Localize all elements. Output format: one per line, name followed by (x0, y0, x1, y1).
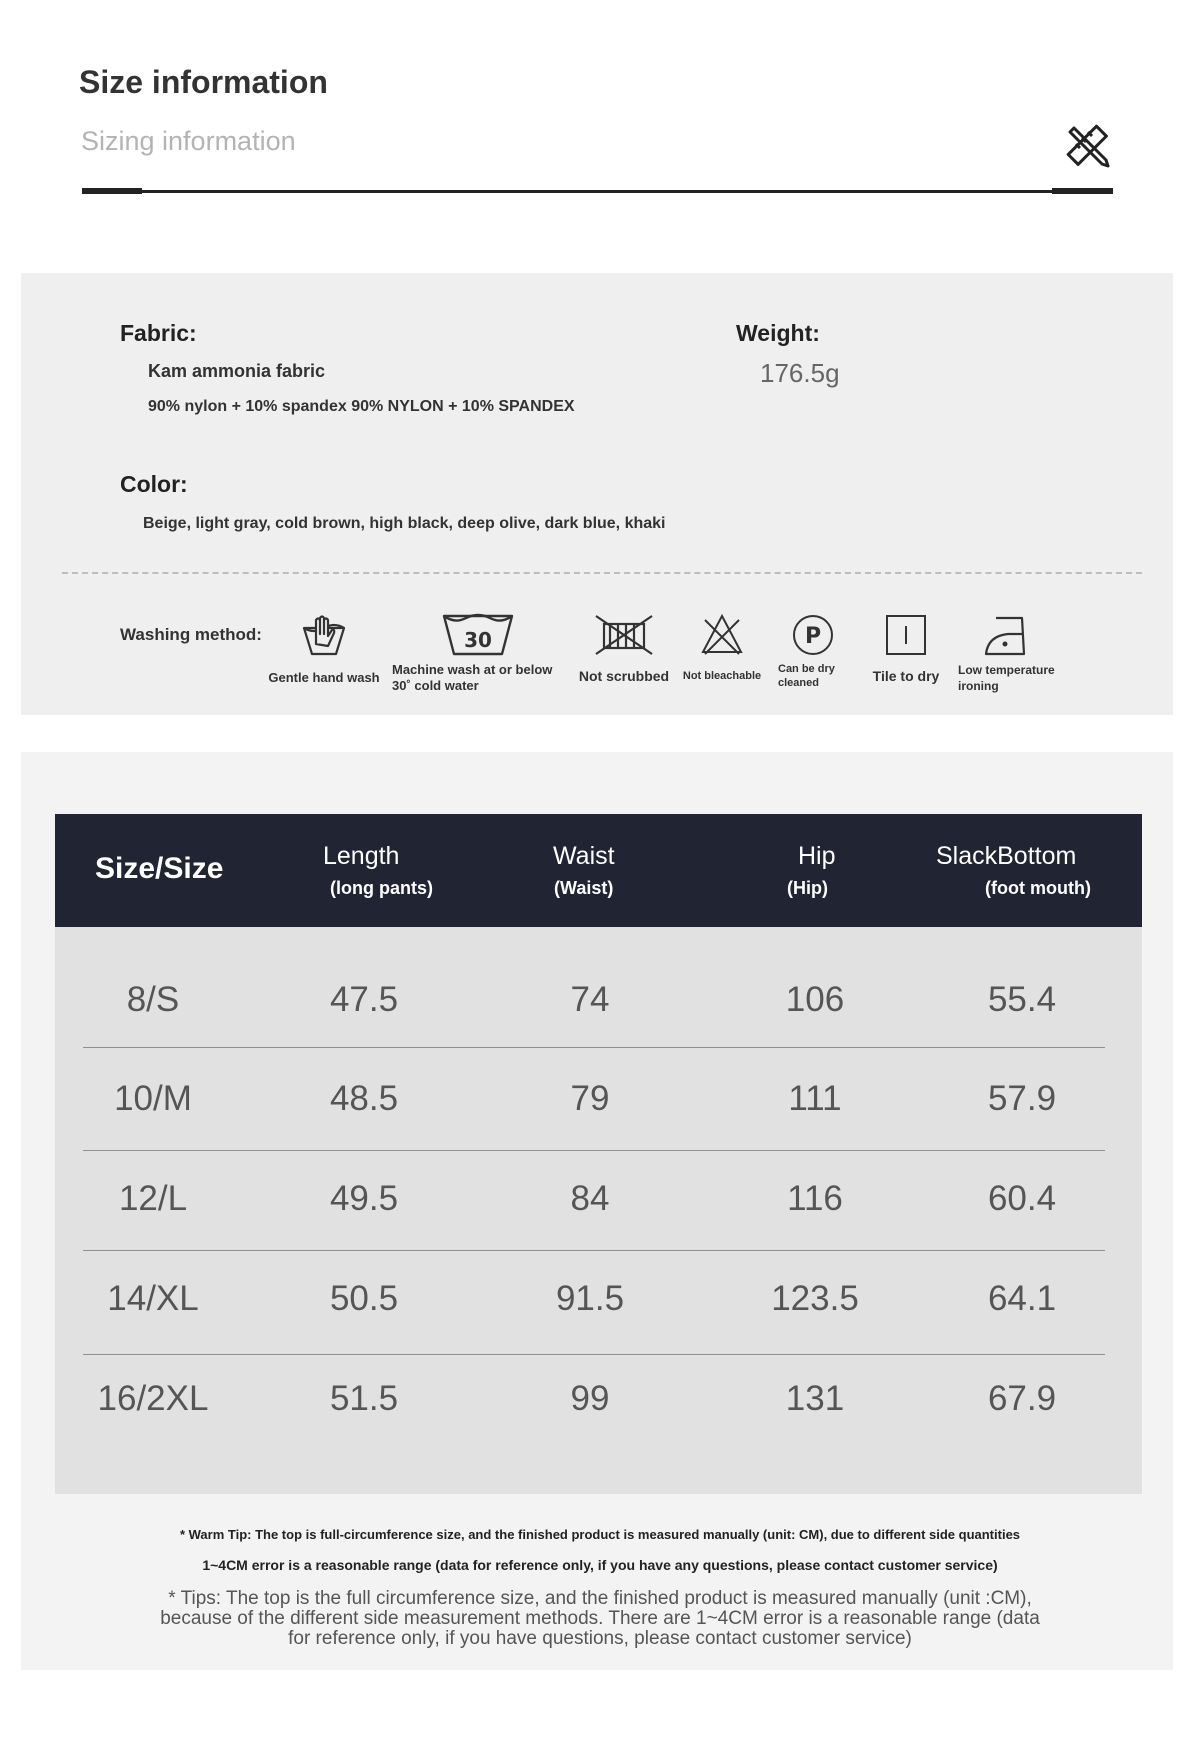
table-row (55, 970, 1142, 1030)
size-table-header (55, 814, 1142, 927)
row-divider (83, 1047, 1105, 1048)
header-divider-cap-right (1052, 188, 1113, 194)
header-hip: Hip (798, 842, 836, 870)
care-item-no-scrub (572, 612, 676, 684)
cell-waist: 91.5 (555, 1279, 625, 1318)
page-subtitle: Sizing information (81, 126, 296, 156)
header-waist: Waist (553, 842, 615, 870)
header-hip-sub: (Hip) (787, 878, 828, 898)
header-waist-sub: (Waist) (554, 878, 614, 898)
table-row (55, 1069, 1142, 1129)
care-item-low-iron (958, 612, 1078, 694)
cell-size: 12/L (118, 1179, 188, 1218)
dry-clean-letter: P (804, 624, 822, 649)
cell-waist: 74 (570, 980, 610, 1019)
cell-slack-bottom: 55.4 (987, 980, 1057, 1019)
cell-slack-bottom: 64.1 (987, 1279, 1057, 1318)
fabric-label: Fabric: (120, 320, 197, 346)
cell-length: 48.5 (329, 1079, 399, 1118)
tile-dry-icon (884, 612, 928, 658)
care-item-machine-wash (388, 612, 568, 694)
dry-clean-p-icon (790, 612, 836, 658)
care-caption-5a: Can be dry (778, 663, 835, 675)
cell-hip: 123.5 (771, 1279, 859, 1318)
size-table-body (55, 927, 1142, 1494)
header-size: Size/Size (95, 852, 224, 885)
cell-length: 49.5 (329, 1179, 399, 1218)
row-divider (83, 1354, 1105, 1355)
no-bleach-icon (699, 612, 745, 656)
care-caption-4: Not bleachable (682, 670, 762, 682)
row-divider (83, 1250, 1105, 1251)
care-caption-6: Tile to dry (872, 668, 940, 684)
hand-wash-icon (300, 614, 348, 658)
care-caption-7b: ironing (958, 679, 999, 693)
care-caption-1: Gentle hand wash (268, 670, 380, 685)
header-length: Length (323, 842, 400, 870)
care-caption-2b: 30˚ cold water (392, 678, 479, 693)
no-scrub-icon (592, 612, 656, 658)
fabric-name: Kam ammonia fabric (148, 361, 326, 381)
cell-length: 50.5 (329, 1279, 399, 1318)
ruler-pencil-icon (1064, 122, 1112, 170)
dashed-divider (62, 572, 1142, 574)
fabric-composition: 90% nylon + 10% spandex 90% NYLON + 10% SPANDEX (148, 398, 575, 415)
cell-hip: 116 (787, 1179, 843, 1218)
table-row (55, 1169, 1142, 1229)
cell-size: 16/2XL (97, 1379, 209, 1418)
cell-slack-bottom: 57.9 (987, 1079, 1057, 1118)
machine-wash-30-icon (441, 612, 515, 658)
cell-size: 14/XL (107, 1279, 199, 1318)
care-caption-3: Not scrubbed (578, 668, 670, 684)
header-divider-cap-left (82, 188, 142, 194)
low-temp-iron-icon (982, 612, 1030, 658)
header-length-sub: (long pants) (330, 878, 433, 898)
cell-slack-bottom: 60.4 (987, 1179, 1057, 1218)
care-caption-2a: Machine wash at or below (392, 662, 553, 677)
cell-length: 47.5 (329, 980, 399, 1019)
color-value: Beige, light gray, cold brown, high black, deep olive, dark blue, khaki (143, 515, 666, 532)
cell-hip: 111 (788, 1079, 842, 1118)
care-caption-5b: cleaned (778, 677, 819, 689)
header-slack-bottom-sub: (foot mouth) (985, 878, 1091, 898)
care-item-tile-dry (862, 612, 950, 684)
care-item-no-bleach (676, 612, 768, 684)
page-title: Size information (79, 64, 328, 100)
cell-slack-bottom: 67.9 (987, 1379, 1057, 1418)
cell-waist: 79 (570, 1079, 610, 1118)
color-label: Color: (120, 471, 188, 497)
warm-tip-line-1: * Warm Tip: The top is full-circumference size, and the finished product is measured manually (unit: CM), due to different side quantities (179, 1527, 1021, 1542)
table-row (55, 1269, 1142, 1329)
care-item-hand-wash (262, 614, 386, 686)
cell-waist: 84 (570, 1179, 610, 1218)
cell-size: 8/S (126, 980, 180, 1019)
washing-method-label: Washing method: (120, 625, 262, 644)
cell-waist: 99 (570, 1379, 610, 1418)
cell-hip: 106 (785, 980, 845, 1019)
wash-temp-number: 30 (464, 628, 492, 652)
care-caption-7a: Low temperature (958, 663, 1055, 677)
header-divider (82, 190, 1113, 193)
cell-length: 51.5 (329, 1379, 399, 1418)
weight-label: Weight: (736, 320, 820, 346)
table-row (55, 1369, 1142, 1429)
cell-hip: 131 (785, 1379, 845, 1418)
row-divider (83, 1150, 1105, 1151)
cell-size: 10/M (114, 1079, 192, 1118)
tips-paragraph: * Tips: The top is the full circumference size, and the finished product is measured manually (unit :CM), because of the different side measurement methods. There are 1~4CM error is a reasonable range (data for reference only, if you have questions, please contact customer service) (160, 1588, 1040, 1649)
warm-tip-line-2: 1~4CM error is a reasonable range (data for reference only, if you have any questions, please contact customer service) (202, 1557, 998, 1573)
care-item-dry-clean (778, 612, 848, 690)
weight-value: 176.5g (760, 358, 840, 388)
header-slack-bottom: SlackBottom (936, 842, 1077, 870)
